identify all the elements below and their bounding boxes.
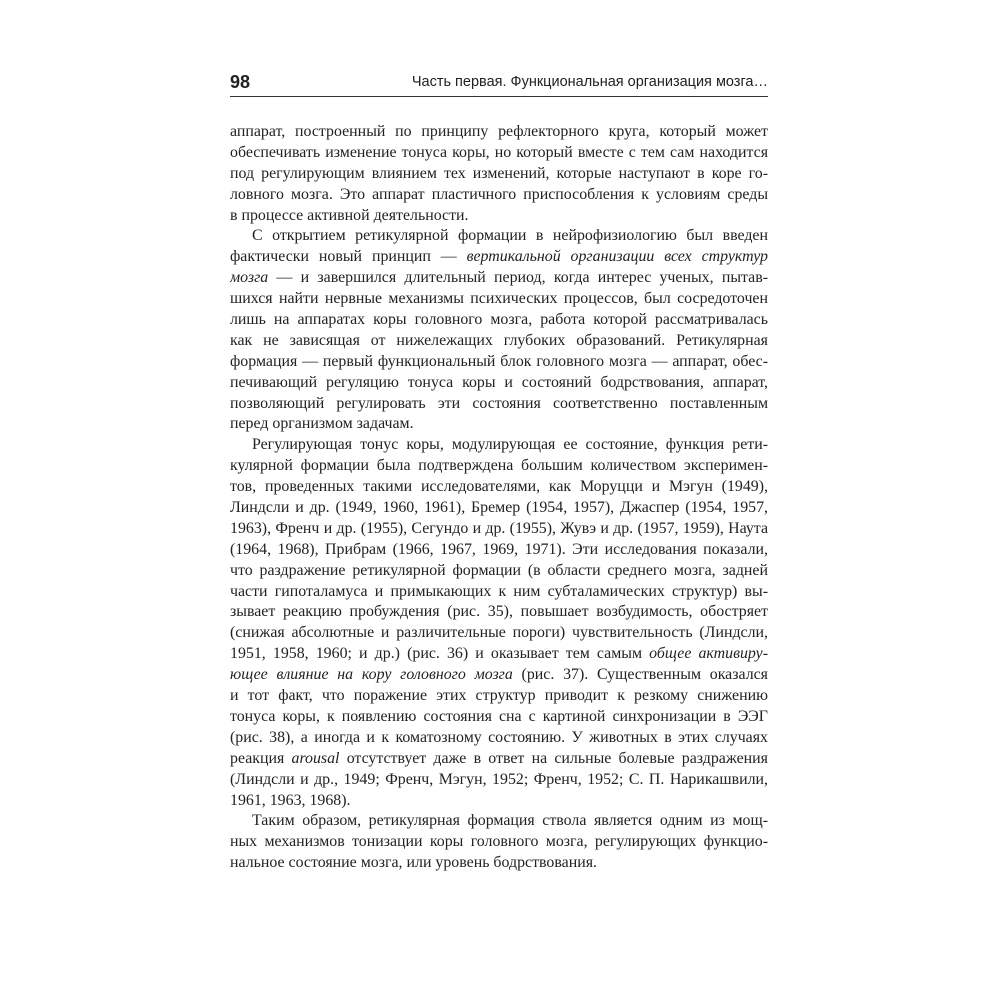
text-run: — и завершился длительный период, когда интерес ученых, пытав- <box>268 269 768 287</box>
text-line <box>230 665 768 686</box>
text-line <box>230 268 768 289</box>
text-line <box>230 686 768 707</box>
text-line <box>230 373 768 394</box>
text-run: (рис. 37). Существенным оказался <box>512 666 768 684</box>
text-run: отсутствует даже в ответ на сильные болевые раздражения <box>339 749 768 767</box>
italic-text: мозга <box>230 269 269 287</box>
italic-text: ющее влияние на кору головного мозга <box>230 666 513 684</box>
text-run: Регулирующая тонус коры, модулирующая ее состояние, функция рети- <box>252 436 768 454</box>
text-run: Линдсли и др. (1949, 1960, 1961), Бремер (1954, 1957), Джаспер (1954, 1957, <box>230 499 768 517</box>
text-line <box>230 623 768 644</box>
text-line <box>230 185 768 206</box>
text-run: реакция <box>230 749 292 767</box>
text-line <box>230 394 768 415</box>
text-line <box>230 540 768 561</box>
text-run: обеспечивать изменение тонуса коры, но который вместе с тем сам находится <box>230 143 768 161</box>
text-run: части гипоталамуса и примыкающих к ним субталамических структур) вы- <box>230 582 768 600</box>
text-run: печивающий регуляцию тонуса коры и состояний бодрствования, аппарат, <box>230 373 768 391</box>
text-run: лишь на аппаратах коры головного мозга, работа которой рассматривалась <box>230 311 768 329</box>
text-line <box>230 477 768 498</box>
text-run: аппарат, построенный по принципу рефлекторного круга, который может <box>230 123 768 140</box>
text-line <box>230 226 768 247</box>
paragraph <box>230 435 768 811</box>
italic-text: вертикальной организации всех структур <box>466 248 768 266</box>
text-run: 1951, 1958, 1960; и др.) (рис. 36) и оказывает тем самым <box>230 645 650 663</box>
text-line <box>230 644 768 665</box>
text-run: тонуса коры, к появлению состояния сна с картиной синхронизации в ЭЭГ <box>230 707 768 725</box>
italic-text: arousal <box>291 749 340 767</box>
paragraph <box>230 811 768 874</box>
text-line <box>230 456 768 477</box>
text-run: нальное состояние мозга, или уровень бодрствования. <box>230 854 598 872</box>
text-line <box>230 582 768 603</box>
text-line <box>230 770 768 791</box>
text-line <box>230 707 768 728</box>
text-run: 1961, 1963, 1968). <box>230 791 351 809</box>
body-text <box>230 122 768 874</box>
text-line <box>230 414 768 435</box>
text-line <box>230 602 768 623</box>
text-line <box>230 122 768 143</box>
text-line <box>230 561 768 582</box>
text-run: С открытием ретикулярной формации в нейрофизиологию был введен <box>252 227 768 245</box>
text-run: зывает реакцию пробуждения (рис. 35), повышает возбудимость, обостряет <box>230 603 768 621</box>
text-line <box>230 749 768 770</box>
text-run: ловного мозга. Это аппарат пластичного приспособления к условиям среды <box>230 185 768 203</box>
text-run: (рис. 38), а иногда и к коматозному состоянию. У животных в этих случаях <box>230 728 768 746</box>
text-line <box>230 331 768 352</box>
text-run: фактически новый принцип — <box>230 248 467 266</box>
text-run: (Линдсли и др., 1949; Френч, Мэгун, 1952; Френч, 1952; С. П. Нарикашвили, <box>230 770 768 788</box>
text-run: в процессе активной деятельности. <box>230 206 469 224</box>
text-line <box>230 289 768 310</box>
text-run: (снижая абсолютные и различительные пороги) чувствительность (Линдсли, <box>230 624 768 642</box>
text-run: кулярной формации была подтверждена большим количеством эксперимен- <box>230 457 768 475</box>
page-number: 98 <box>230 72 251 92</box>
italic-text: общее активиру- <box>649 645 768 663</box>
text-run: формация — первый функциональный блок головного мозга — аппарат, обес- <box>230 352 768 370</box>
text-run: позволяющий регулировать эти состояния соответственно поставленным <box>230 394 768 412</box>
text-run: тов, проведенных такими исследователями, как Моруцци и Мэгун (1949), <box>230 478 768 496</box>
text-line <box>230 164 768 185</box>
text-run: перед организмом задачам. <box>230 415 414 433</box>
text-line <box>230 728 768 749</box>
text-run: под регулирующим влиянием тех изменений, которые наступают в коре го- <box>230 164 768 182</box>
text-line <box>230 811 768 832</box>
text-run: и тот факт, что поражение этих структур приводит к резкому снижению <box>230 687 768 705</box>
text-line <box>230 143 768 164</box>
text-line <box>230 519 768 540</box>
text-run: как не зависящая от нижележащих глубоких образований. Ретикулярная <box>230 331 768 349</box>
text-line <box>230 310 768 331</box>
text-line <box>230 498 768 519</box>
text-line <box>230 435 768 456</box>
running-header <box>230 70 768 97</box>
text-run: 1963), Френч и др. (1955), Сегундо и др. (1955), Жувэ и др. (1957, 1959), Наута <box>230 519 768 537</box>
paragraph <box>230 226 768 435</box>
text-run: шихся найти нервные механизмы психических процессов, был сосредоточен <box>230 290 768 308</box>
text-run: ных механизмов тонизации коры головного мозга, регулирующих функцио- <box>230 833 768 851</box>
text-run: что раздражение ретикулярной формации (в области среднего мозга, задней <box>230 561 768 579</box>
text-line <box>230 247 768 268</box>
paragraph <box>230 122 768 226</box>
text-line <box>230 791 768 812</box>
text-line <box>230 853 768 874</box>
book-page <box>230 0 768 1000</box>
text-line <box>230 206 768 227</box>
text-line <box>230 832 768 853</box>
text-run: Таким образом, ретикулярная формация ствола является одним из мощ- <box>252 812 768 830</box>
chapter-title: Часть первая. Функциональная организация мозга… <box>411 74 768 90</box>
text-run: (1964, 1968), Прибрам (1966, 1967, 1969, 1971). Эти исследования показали, <box>230 540 768 558</box>
text-line <box>230 352 768 373</box>
